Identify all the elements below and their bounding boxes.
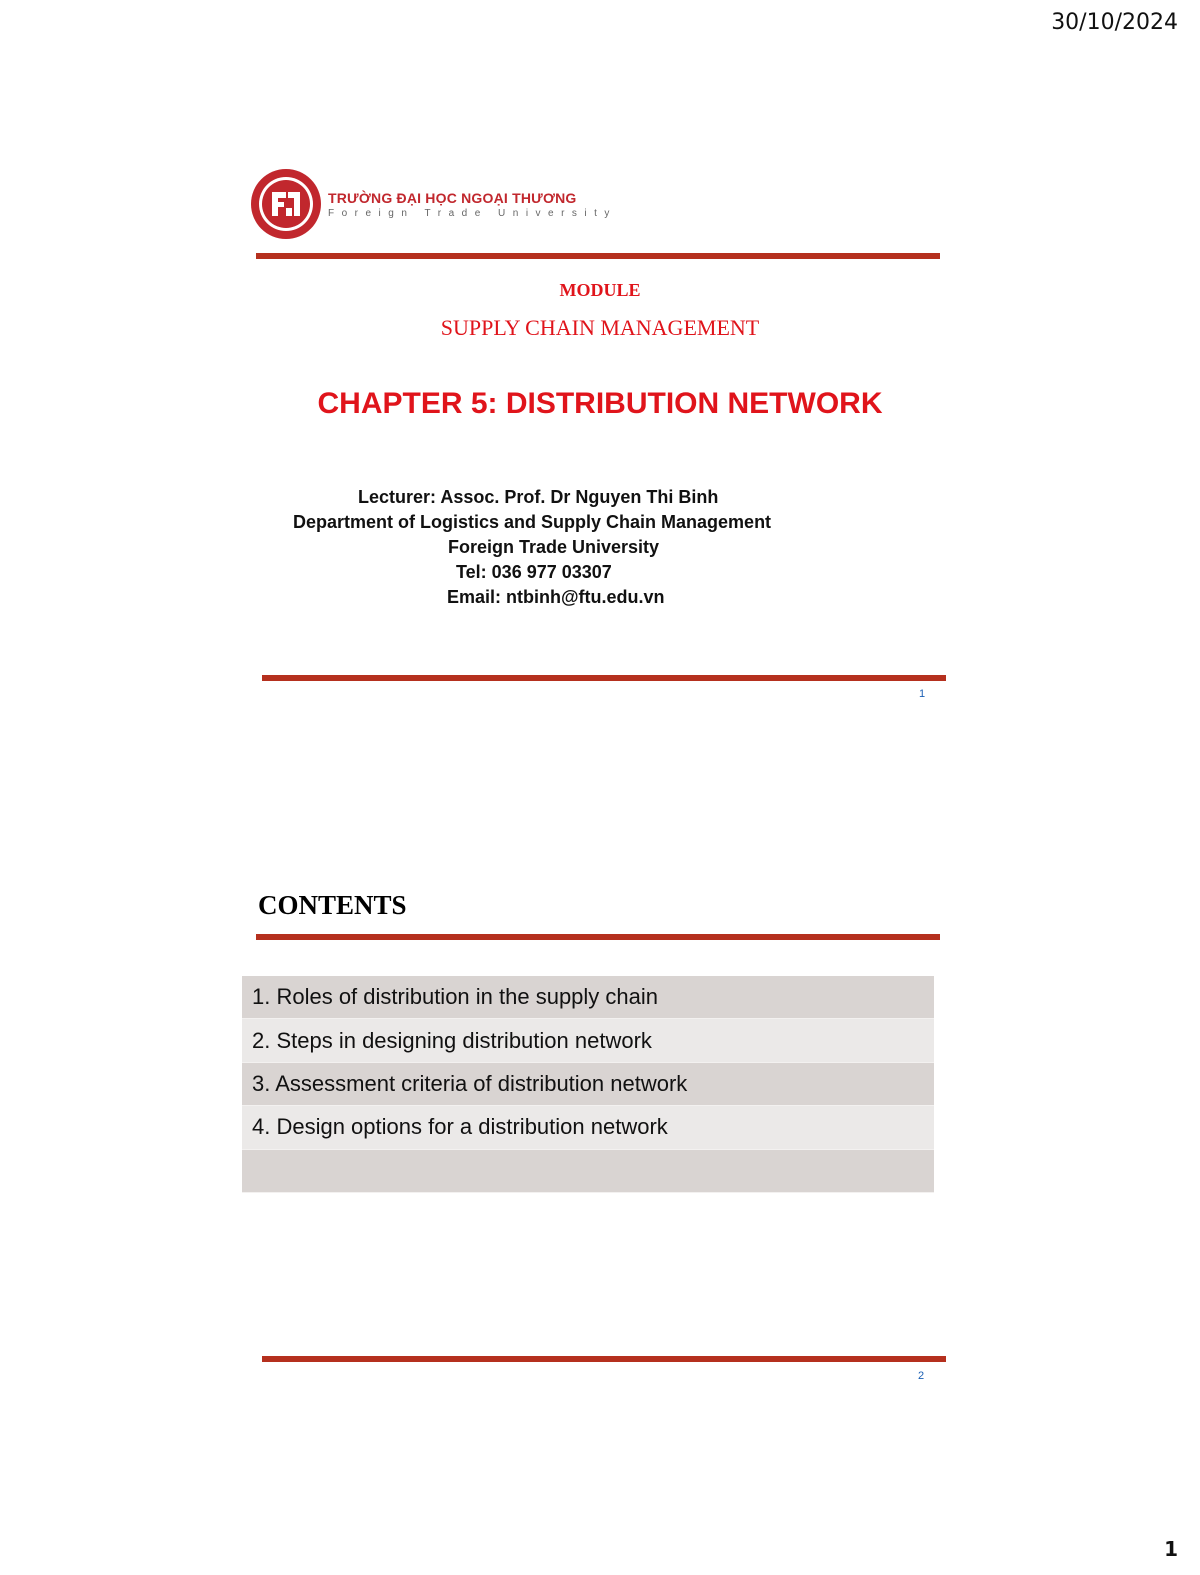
contents-item: 3. Assessment criteria of distribution network xyxy=(242,1063,934,1106)
lecturer-university: Foreign Trade University xyxy=(448,537,660,557)
course-title: SUPPLY CHAIN MANAGEMENT xyxy=(440,315,760,340)
university-subtitle: Foreign Trade University xyxy=(328,207,617,219)
slide-1 xyxy=(250,155,950,715)
bottom-divider xyxy=(262,675,946,681)
slide-number: 1 xyxy=(919,688,926,700)
lecturer-info xyxy=(250,485,950,610)
lecturer-department: Department of Logistics and Supply Chain Management xyxy=(293,512,772,532)
slide-number: 2 xyxy=(918,1370,925,1382)
contents-divider xyxy=(256,934,940,940)
contents-item: 2. Steps in designing distribution network xyxy=(242,1019,934,1062)
top-divider xyxy=(256,253,940,259)
page-number: 1 xyxy=(1164,1537,1178,1561)
chapter-title: CHAPTER 5: DISTRIBUTION NETWORK xyxy=(317,387,883,420)
university-name: TRƯỜNG ĐẠI HỌC NGOẠI THƯƠNG xyxy=(328,189,577,206)
lecturer-name: Lecturer: Assoc. Prof. Dr Nguyen Thi Binh xyxy=(358,487,719,507)
university-logo xyxy=(250,159,617,249)
university-seal-icon xyxy=(250,168,322,240)
page-date: 30/10/2024 xyxy=(1051,10,1178,35)
contents-item: 4. Design options for a distribution network xyxy=(242,1106,934,1149)
contents-item: 1. Roles of distribution in the supply chain xyxy=(242,976,934,1019)
slide-2 xyxy=(240,890,950,1400)
contents-table xyxy=(242,976,934,1193)
contents-item-empty xyxy=(242,1150,934,1193)
lecturer-email: Email: ntbinh@ftu.edu.vn xyxy=(447,587,665,607)
slide2-bottom-divider xyxy=(262,1356,946,1362)
lecturer-tel: Tel: 036 977 03307 xyxy=(456,562,612,582)
contents-title: CONTENTS xyxy=(258,890,407,920)
module-label: MODULE xyxy=(559,280,641,300)
